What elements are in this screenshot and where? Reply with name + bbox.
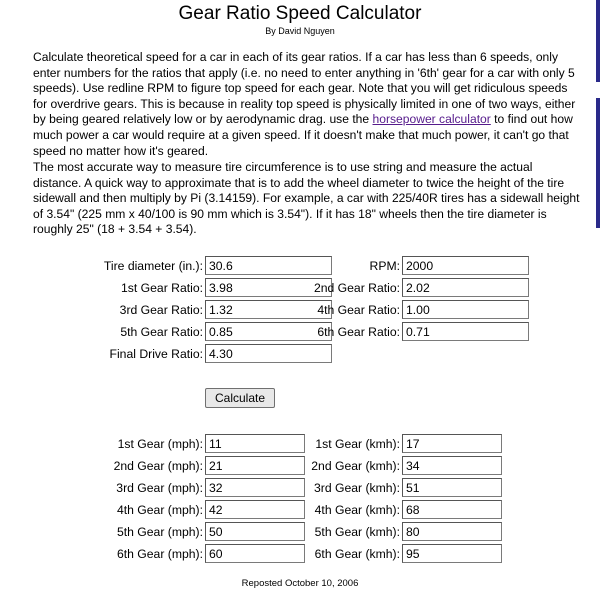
gear6-ratio-input[interactable]: 0.71	[402, 322, 529, 341]
gear6-mph-label: 6th Gear (mph):	[116, 547, 203, 561]
gear4-ratio-label: 4th Gear Ratio:	[317, 303, 400, 317]
gear2-kmh-label: 2nd Gear (kmh):	[311, 459, 400, 473]
input-row-2	[0, 278, 600, 299]
gear4-kmh-output[interactable]: 68	[402, 500, 502, 519]
result-row-6	[0, 544, 600, 565]
gear5-kmh-output[interactable]: 80	[402, 522, 502, 541]
gear3-kmh-label: 3rd Gear (kmh):	[313, 481, 400, 495]
result-row-2	[0, 456, 600, 477]
gear2-kmh-output[interactable]: 34	[402, 456, 502, 475]
intro-text-before-link: Calculate theoretical speed for a car in each of its gear ratios. If a car has less than 6 speeds, only enter numbers for the ratios that apply (i.e. no need to enter anything in '6th' gear for a car with only 5 speeds). Use redline RPM to figure top speed for each gear. Note that you will get ridiculous speeds for overdrive gears. This is because in reality top speed is physically limited in one of two ways, either by being geared relatively low or by aerodynamic drag. use the	[33, 50, 576, 127]
gear5-kmh-label: 5th Gear (kmh):	[314, 525, 400, 539]
gear2-ratio-label: 2nd Gear Ratio:	[313, 281, 400, 295]
calculate-button[interactable]: Calculate	[205, 388, 275, 408]
rpm-input[interactable]: 2000	[402, 256, 529, 275]
result-row-4	[0, 500, 600, 521]
gear5-ratio-label: 5th Gear Ratio:	[120, 325, 203, 339]
repost-date: Reposted October 10, 2006	[241, 578, 359, 589]
gear1-ratio-label: 1st Gear Ratio:	[121, 281, 203, 295]
intro-paragraph	[33, 50, 583, 159]
gear1-ratio-input[interactable]: 3.98	[205, 278, 332, 297]
edge-bar-middle	[596, 98, 600, 228]
gear5-ratio-input[interactable]: 0.85	[205, 322, 332, 341]
tire-circumference-paragraph: The most accurate way to measure tire circumference is to use string and measure the actual distance. A quick way to approximate that is to add the wheel diameter to twice the height of the tire sidewall and then multiply by Pi (3.14159). For example, a car with 225/40R tires has a sidewall height of 3.54" (225 mm x 40/100 is 90 mm which is 3.54"). If it has 18" wheels then the tire diameter is roughly 25" (18 + 3.54 + 3.54).	[33, 160, 580, 237]
gear6-kmh-output[interactable]: 95	[402, 544, 502, 563]
gear6-mph-output[interactable]: 60	[205, 544, 305, 563]
gear3-ratio-input[interactable]: 1.32	[205, 300, 332, 319]
gear3-mph-output[interactable]: 32	[205, 478, 305, 497]
input-row-5	[0, 344, 600, 365]
final-drive-ratio-input[interactable]: 4.30	[205, 344, 332, 363]
gear2-ratio-input[interactable]: 2.02	[402, 278, 529, 297]
tire-diameter-label: Tire diameter (in.):	[103, 259, 203, 273]
input-row-3	[0, 300, 600, 321]
intro-text-after-link: to find out how much power a car would require at a given speed. If it doesn't make that much power, it can't go that speed no matter how it's geared.	[33, 112, 573, 158]
gear1-mph-output[interactable]: 11	[205, 434, 305, 453]
gear4-ratio-input[interactable]: 1.00	[402, 300, 529, 319]
gear1-mph-label: 1st Gear (mph):	[117, 437, 203, 451]
horsepower-calculator-link[interactable]: horsepower calculator	[372, 112, 491, 127]
author-byline: By David Nguyen	[265, 26, 335, 36]
final-drive-ratio-label: Final Drive Ratio:	[109, 347, 203, 361]
gear6-ratio-label: 6th Gear Ratio:	[317, 325, 400, 339]
gear1-kmh-label: 1st Gear (kmh):	[315, 437, 400, 451]
gear6-kmh-label: 6th Gear (kmh):	[314, 547, 400, 561]
result-row-3	[0, 478, 600, 499]
result-row-1	[0, 434, 600, 455]
gear4-kmh-label: 4th Gear (kmh):	[314, 503, 400, 517]
gear4-mph-output[interactable]: 42	[205, 500, 305, 519]
page-title: Gear Ratio Speed Calculator	[178, 3, 422, 24]
gear2-mph-output[interactable]: 21	[205, 456, 305, 475]
input-row-4	[0, 322, 600, 343]
gear2-mph-label: 2nd Gear (mph):	[113, 459, 203, 473]
gear1-kmh-output[interactable]: 17	[402, 434, 502, 453]
tire-diameter-input[interactable]: 30.6	[205, 256, 332, 275]
input-row-1	[0, 256, 600, 277]
gear3-mph-label: 3rd Gear (mph):	[116, 481, 203, 495]
rpm-label: RPM:	[369, 259, 400, 273]
gear3-ratio-label: 3rd Gear Ratio:	[119, 303, 203, 317]
result-row-5	[0, 522, 600, 543]
gear4-mph-label: 4th Gear (mph):	[116, 503, 203, 517]
gear3-kmh-output[interactable]: 51	[402, 478, 502, 497]
gear5-mph-label: 5th Gear (mph):	[116, 525, 203, 539]
gear5-mph-output[interactable]: 50	[205, 522, 305, 541]
